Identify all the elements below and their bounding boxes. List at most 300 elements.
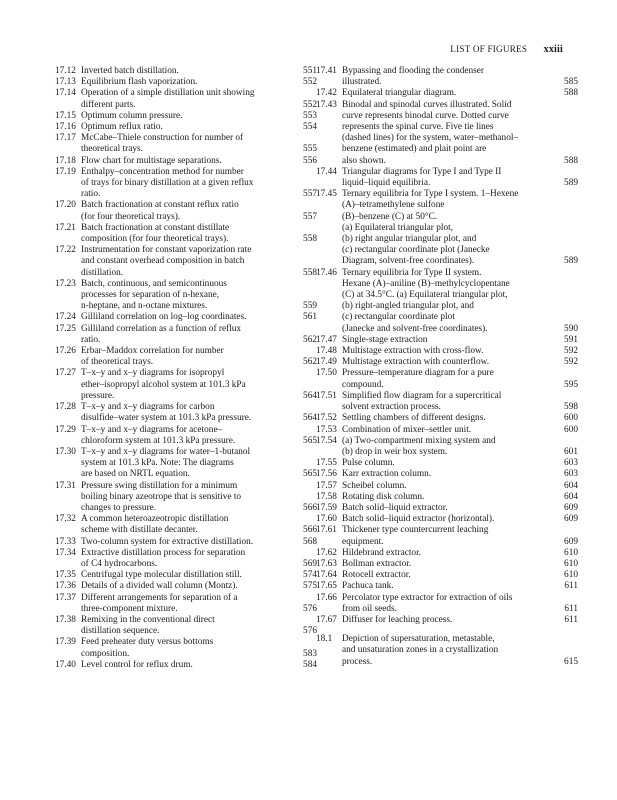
figure-caption-line: changes to pressure. [81, 502, 157, 513]
figure-entry [316, 559, 578, 570]
figure-number: 17.63 [316, 558, 337, 569]
figure-caption-line: (a) Equilateral triangular plot, [342, 222, 453, 233]
figure-entry [316, 581, 578, 592]
figure-caption-line: Flow chart for multistage separations. [81, 155, 222, 166]
figure-caption-line: Settling chambers of different designs. [342, 413, 486, 424]
figure-page-number: 551 [303, 66, 317, 76]
figure-number: 17.17 [55, 133, 76, 144]
figure-number: 17.67 [316, 614, 337, 625]
figure-number: 17.15 [55, 110, 76, 121]
figure-page-number: 561 [303, 312, 317, 323]
figure-entry-line [316, 346, 578, 357]
figure-caption-line: Single-stage extraction [342, 334, 428, 345]
figure-entry [316, 391, 578, 413]
figure-entry [55, 615, 317, 637]
figure-entry-line [316, 144, 578, 155]
figure-number: 17.58 [316, 491, 337, 502]
figure-entry-line [316, 537, 578, 548]
figure-page-number: 552 [303, 99, 317, 110]
header-page-number: xxiii [543, 44, 563, 55]
figure-page-number: 610 [564, 570, 578, 581]
figure-entry [55, 312, 317, 323]
figure-number: 17.41 [316, 66, 337, 76]
figure-entry [55, 133, 317, 155]
figure-entry-line [316, 245, 578, 256]
figure-entry-line [55, 200, 317, 211]
figure-entry [55, 156, 317, 167]
figure-entry [316, 413, 578, 424]
figure-caption-line: distillation. [81, 267, 124, 278]
figure-entry-line [55, 212, 317, 223]
figure-number: 17.51 [316, 390, 337, 401]
figure-caption-line: (c) rectangular coordinate plot (Janecke [342, 245, 490, 256]
figure-entry-line [55, 425, 317, 436]
figure-entry-line [316, 503, 578, 514]
figure-entry-line [316, 492, 578, 503]
figure-page-number: 609 [564, 502, 578, 513]
figure-number: 17.21 [55, 222, 76, 233]
figure-caption-line: of trays for binary distillation at a given reflux [81, 178, 254, 189]
figure-caption-line: of theoretical trays. [81, 357, 154, 368]
figure-number: 17.62 [316, 547, 337, 558]
figure-page-number: 585 [564, 77, 578, 88]
figure-entry-line [55, 481, 317, 492]
figure-entry-line [55, 593, 317, 604]
figure-page-number: 601 [564, 446, 578, 457]
figure-page-number: 595 [564, 379, 578, 390]
figure-page-number: 568 [303, 536, 317, 547]
figure-number: 17.52 [316, 413, 337, 424]
figure-entry-line [55, 402, 317, 413]
figure-entry-line [55, 245, 317, 256]
figure-entry-line [55, 626, 317, 637]
figure-page-number: 576 [303, 626, 317, 637]
figure-entry [55, 447, 317, 481]
figure-number: 17.44 [316, 166, 337, 177]
figure-caption-line: represents the spinal curve. Five tie lines [342, 122, 494, 133]
figure-number: 17.30 [55, 446, 76, 457]
running-header [450, 44, 563, 55]
figure-caption-line: equipment. [342, 536, 384, 547]
figure-entry-line [316, 111, 578, 122]
figure-number: 17.26 [55, 346, 76, 357]
figure-entry-line [55, 357, 317, 368]
figure-caption-line: (b) drop in weir box system. [342, 446, 448, 457]
figure-page-number: 598 [564, 402, 578, 413]
figure-page-number: 558 [303, 234, 317, 245]
figure-page-number: 609 [564, 536, 578, 547]
figure-caption-line: n-heptane, and n-octane mixtures. [81, 301, 208, 312]
figure-entry-line [55, 144, 317, 155]
figure-number: 17.54 [316, 435, 337, 446]
figure-entry-line [55, 492, 317, 503]
figure-number: 17.18 [55, 155, 76, 166]
figure-number: 17.40 [55, 659, 76, 670]
figure-entry-line [55, 301, 317, 312]
figure-page-number: 611 [564, 603, 578, 614]
figure-entry-line [316, 66, 578, 77]
figure-caption-line: Multistage extraction with cross-flow. [342, 346, 484, 357]
header-section-title: LIST OF FIGURES [450, 44, 528, 54]
figure-caption-line: solvent extraction process. [342, 402, 441, 413]
figure-entry-line [55, 548, 317, 559]
figure-number: 17.13 [55, 77, 76, 88]
figure-page-number: 555 [303, 144, 317, 155]
figure-entry [316, 492, 578, 503]
figure-entry-line [316, 402, 578, 413]
figure-entry [55, 111, 317, 122]
figure-entry [55, 537, 317, 548]
figure-entry-line [316, 223, 578, 234]
figure-entry [316, 503, 578, 514]
figure-page-number: 558 [303, 267, 317, 278]
figure-page-number: 600 [564, 424, 578, 435]
figure-entry-line [55, 649, 317, 660]
figure-entry-line [55, 234, 317, 245]
figure-caption-line: Pressure–temperature diagram for a pure [342, 368, 494, 379]
figure-entry-line [55, 660, 317, 671]
figure-caption-line: Pachuca tank. [342, 581, 394, 592]
figure-entry [55, 200, 317, 222]
figure-caption-line: and constant overhead composition in batch [81, 256, 245, 267]
figure-entry [316, 593, 578, 615]
figure-entry [316, 357, 578, 368]
figure-caption-line: (a) Two-compartment mixing system and [342, 435, 496, 446]
figure-entry-line [316, 391, 578, 402]
figure-page-number: 610 [564, 547, 578, 558]
figure-number: 17.56 [316, 469, 337, 480]
figure-caption-line: ratio. [81, 334, 101, 345]
figure-entry [316, 436, 578, 458]
figure-entry-line [55, 581, 317, 592]
figure-caption-line: Rotocell extractor. [342, 570, 411, 581]
figure-number: 17.53 [316, 424, 337, 435]
figure-entry-line [55, 66, 317, 77]
figure-caption-line: processes for separation of n-hexane, [81, 290, 220, 301]
figure-entry-line [55, 100, 317, 111]
figure-entry-line [316, 447, 578, 458]
figure-entry-line [55, 324, 317, 335]
figure-caption-line: Ternary equilibria for Type I system. 1–Hexene [342, 189, 519, 200]
figure-page-number: 557 [303, 211, 317, 222]
figure-caption-line: Instrumentation for constant vaporization rate [81, 245, 252, 256]
figure-entry-line [55, 256, 317, 267]
figure-page-number: 611 [564, 581, 578, 592]
figure-number: 17.12 [55, 66, 76, 76]
figure-number: 17.22 [55, 245, 76, 256]
figure-caption-line: (c) rectangular coordinate plot [342, 312, 455, 323]
figure-entry-line [316, 279, 578, 290]
figure-entry-line [316, 469, 578, 480]
figure-page-number: 604 [564, 480, 578, 491]
figure-number: 17.65 [316, 581, 337, 592]
figure-number: 17.23 [55, 278, 76, 289]
figure-page-number: 589 [564, 256, 578, 267]
figure-entry [316, 458, 578, 469]
figure-caption-line: Inverted batch distillation. [81, 66, 179, 76]
figure-caption-line: theoretical trays. [81, 144, 143, 155]
figure-entry-line [55, 413, 317, 424]
figure-caption-line: Batch fractionation at constant distillate [81, 222, 230, 233]
figure-entry-line [55, 559, 317, 570]
figure-caption-line: Different arrangements for separation of a [81, 592, 238, 603]
figure-caption-line: from oil seeds. [342, 603, 397, 614]
figure-page-number: 583 [303, 648, 317, 659]
figure-list-left-column [55, 66, 317, 671]
figure-caption-line: Pressure swing distillation for a minimum [81, 480, 238, 491]
figure-caption-line: Triangular diagrams for Type I and Type II [342, 166, 502, 177]
figure-entry-line [316, 357, 578, 368]
figure-page-number: 610 [564, 558, 578, 569]
figure-entry [55, 77, 317, 88]
figure-caption-line: Combination of mixer–settler unit. [342, 424, 472, 435]
figure-caption-line: Remixing in the conventional direct [81, 614, 215, 625]
figure-caption-line: Ternary equilibria for Type II system. [342, 267, 482, 278]
figure-page-number: 615 [564, 656, 578, 667]
figure-caption-line: (b) right-angled triangular plot, and [342, 301, 474, 312]
figure-caption-line: distillation sequence. [81, 626, 160, 637]
figure-caption-line: Equilibrium flash vaporization. [81, 77, 198, 88]
figure-number: 17.24 [55, 312, 76, 323]
figure-caption-line: different parts. [81, 99, 136, 110]
figure-caption-line: Feed preheater duty versus bottoms [81, 637, 214, 648]
figure-entry-line [316, 593, 578, 604]
figure-entry-line [316, 324, 578, 335]
figure-caption-line: Pulse column. [342, 458, 395, 469]
figure-page-number: 592 [564, 357, 578, 368]
figure-number: 17.50 [316, 368, 337, 379]
figure-caption-line: Enthalpy–concentration method for number [81, 166, 244, 177]
figure-number: 17.36 [55, 581, 76, 592]
figure-page-number: 589 [564, 178, 578, 189]
figure-entry-line [55, 380, 317, 391]
figure-entry-line [316, 481, 578, 492]
figure-number: 17.43 [316, 99, 337, 110]
figure-page-number: 588 [564, 155, 578, 166]
figure-caption-line: A common heteroazeotropic distillation [81, 514, 229, 525]
figure-entry [316, 167, 578, 189]
figure-number: 17.16 [55, 122, 76, 133]
figure-caption-line: (A)–tetramethylene sulfone [342, 200, 445, 211]
figure-entry-line [316, 234, 578, 245]
figure-entry [316, 100, 578, 167]
figure-page-number: 554 [303, 122, 317, 133]
figure-list-right-column [316, 66, 578, 668]
figure-entry-line [55, 391, 317, 402]
figure-caption-line: Karr extraction column. [342, 469, 432, 480]
figure-entry-line [316, 312, 578, 323]
figure-number: 17.28 [55, 402, 76, 413]
figure-entry [55, 548, 317, 570]
figure-entry [316, 548, 578, 559]
figure-entry-line [316, 657, 578, 668]
figure-page-number: 556 [303, 155, 317, 166]
figure-caption-line: (for four theoretical trays). [81, 211, 181, 222]
figure-entry-line [316, 368, 578, 379]
figure-caption-line: (b) right angular triangular plot, and [342, 234, 477, 245]
figure-entry [316, 469, 578, 480]
figure-entry-line [316, 256, 578, 267]
figure-entry-line [55, 637, 317, 648]
figure-caption-line: ether–isopropyl alcohol system at 101.3 kPa [81, 379, 246, 390]
figure-caption-line: Equilateral triangular diagram. [342, 88, 457, 99]
figure-entry [55, 279, 317, 313]
figure-page-number: 566 [303, 525, 317, 536]
figure-caption-line: and unsaturation zones in a crystallization [342, 645, 499, 656]
figure-caption-line: benzene (estimated) and plait point are [342, 144, 487, 155]
figure-caption-line: Depiction of supersaturation, metastable, [342, 634, 495, 645]
figure-page-number: 574 [303, 570, 317, 581]
figure-entry [316, 615, 578, 626]
figure-entry-line [55, 156, 317, 167]
figure-page-number: 591 [564, 334, 578, 345]
figure-page-number: 584 [303, 659, 317, 670]
figure-entry-line [55, 447, 317, 458]
figure-page-number: 569 [303, 558, 317, 569]
figure-page-number: 575 [303, 581, 317, 592]
figure-caption-line: composition (for four theoretical trays). [81, 234, 229, 245]
figure-entry-line [55, 167, 317, 178]
figure-entry [55, 514, 317, 536]
figure-entry [316, 268, 578, 335]
figure-number: 17.20 [55, 200, 76, 211]
figure-caption-line: scheme with distillate decanter. [81, 525, 198, 536]
figure-entry-line [316, 88, 578, 99]
figure-entry-line [55, 279, 317, 290]
figure-caption-line: Hexane (A)–aniline (B)–methylcyclopentane [342, 278, 510, 289]
figure-caption-line: Erbar–Maddox correlation for number [81, 346, 224, 357]
figure-entry [316, 634, 578, 668]
figure-number: 17.60 [316, 514, 337, 525]
figure-number: 17.14 [55, 88, 76, 99]
figure-entry-line [316, 122, 578, 133]
figure-entry-line [316, 335, 578, 346]
figure-caption-line: Binodal and spinodal curves illustrated. Solid [342, 99, 512, 110]
figure-caption-line: Bypassing and flooding the condenser [342, 66, 485, 76]
figure-caption-line: process. [342, 656, 373, 667]
figure-number: 17.37 [55, 592, 76, 603]
figure-entry-line [316, 167, 578, 178]
figure-page-number: 611 [564, 614, 578, 625]
figure-caption-line: Multistage extraction with counterflow. [342, 357, 490, 368]
figure-entry-line [316, 548, 578, 559]
figure-entry-line [316, 212, 578, 223]
figure-caption-line: Two-column system for extractive distillation. [81, 536, 254, 547]
figure-entry-line [316, 559, 578, 570]
figure-entry-line [316, 100, 578, 111]
figure-entry [55, 223, 317, 245]
figure-caption-line: Optimum column pressure. [81, 110, 183, 121]
figure-entry [55, 660, 317, 671]
figure-entry-line [316, 581, 578, 592]
figure-entry [55, 122, 317, 133]
figure-entry-line [55, 368, 317, 379]
figure-entry-line [55, 469, 317, 480]
figure-entry-line [55, 436, 317, 447]
figure-number: 17.27 [55, 368, 76, 379]
figure-entry-line [55, 223, 317, 234]
figure-number: 17.34 [55, 547, 76, 558]
figure-caption-line: (B)–benzene (C) at 50°C. [342, 211, 438, 222]
figure-number: 17.57 [316, 480, 337, 491]
figure-entry-line [55, 178, 317, 189]
figure-caption-line: Batch, continuous, and semicontinuous [81, 278, 227, 289]
figure-page-number: 564 [303, 390, 317, 401]
figure-caption-line: Gilliland correlation on log–log coordinates. [81, 312, 247, 323]
figure-entry [55, 402, 317, 424]
figure-entry-line [316, 425, 578, 436]
figure-entry-line [55, 537, 317, 548]
figure-entry-line [316, 133, 578, 144]
figure-number: 17.46 [316, 267, 337, 278]
figure-entry [316, 514, 578, 525]
figure-entry [55, 324, 317, 346]
figure-entry [55, 66, 317, 77]
figure-caption-line: Level control for reflux drum. [81, 659, 193, 670]
figure-number: 17.19 [55, 166, 76, 177]
figure-caption-line: McCabe–Thiele construction for number of [81, 133, 244, 144]
figure-entry [55, 167, 317, 201]
figure-caption-line: compound. [342, 379, 384, 390]
figure-entry-line [55, 346, 317, 357]
figure-entry-line [316, 290, 578, 301]
figure-number: 17.45 [316, 189, 337, 200]
figure-caption-line: Thickener type countercurrent leaching [342, 525, 489, 536]
figure-entry-line [55, 615, 317, 626]
figure-caption-line: three-component mixture. [81, 603, 178, 614]
figure-entry-line [55, 189, 317, 200]
figure-number: 17.31 [55, 480, 76, 491]
figure-entry-line [316, 380, 578, 391]
figure-entry-line [55, 335, 317, 346]
figure-entry-line [55, 88, 317, 99]
figure-caption-line: Simplified flow diagram for a supercritical [342, 390, 502, 401]
figure-entry-line [55, 268, 317, 279]
figure-caption-line: T–x–y and x–y diagrams for acetone– [81, 424, 223, 435]
figure-number: 17.39 [55, 637, 76, 648]
figure-caption-line: Batch solid–liquid extractor. [342, 502, 448, 513]
figure-page-number: 592 [564, 346, 578, 357]
figure-entry [316, 425, 578, 436]
figure-entry-line [316, 156, 578, 167]
figure-page-number: 552 [303, 77, 317, 88]
figure-entry-line [55, 312, 317, 323]
figure-page-number: 562 [303, 334, 317, 345]
figure-entry-line [55, 525, 317, 536]
figure-entry [55, 581, 317, 592]
figure-caption-line: composition. [81, 648, 130, 659]
figure-entry-line [316, 436, 578, 447]
figure-caption-line: Gilliland correlation as a function of reflux [81, 323, 242, 334]
figure-entry [316, 481, 578, 492]
figure-number: 17.29 [55, 424, 76, 435]
figure-entry [55, 637, 317, 659]
figure-number: 17.55 [316, 458, 337, 469]
figure-page-number: 562 [303, 357, 317, 368]
figure-entry-line [316, 458, 578, 469]
figure-entry-line [316, 634, 578, 645]
figure-caption-line: Diffuser for leaching process. [342, 614, 453, 625]
figure-caption-line: T–x–y and x–y diagrams for water–1-butanol [81, 446, 251, 457]
figure-caption-line: Extractive distillation process for separation [81, 547, 246, 558]
figure-caption-line: disulfide–water system at 101.3 kPa pressure. [81, 413, 252, 424]
figure-entry [55, 88, 317, 110]
figure-entry-line [316, 178, 578, 189]
figure-page-number: 603 [564, 469, 578, 480]
figure-entry [55, 425, 317, 447]
figure-entry [316, 88, 578, 99]
figure-caption-line: (Janecke and solvent-free coordinates). [342, 323, 488, 334]
